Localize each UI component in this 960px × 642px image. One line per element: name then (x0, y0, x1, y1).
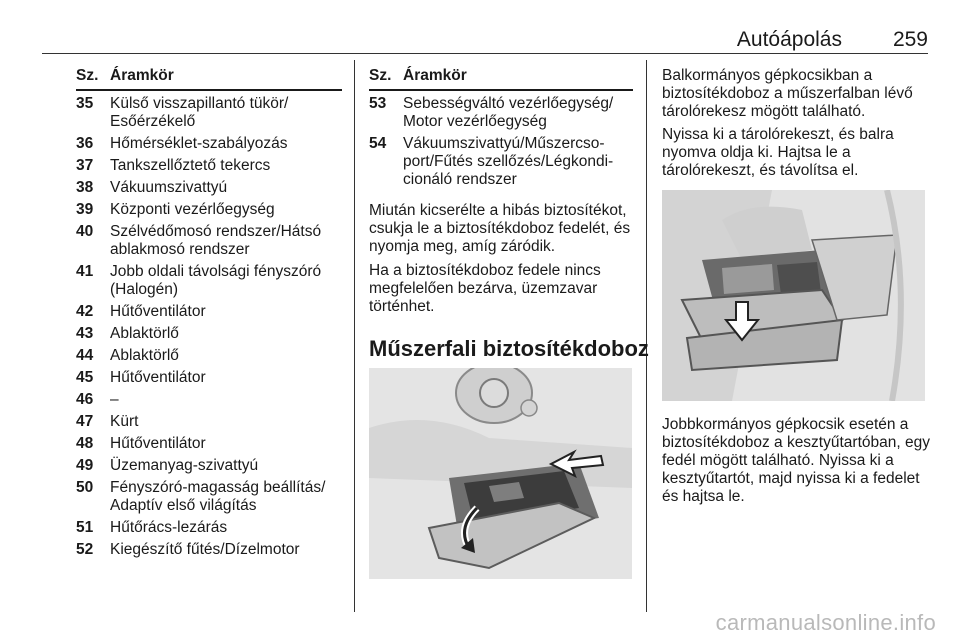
storage-compartment-figure (662, 190, 925, 401)
fuse-circuit: Hűtőrács-lezárás (110, 519, 228, 536)
table-row (76, 453, 342, 475)
storage-compartment-illustration (662, 190, 925, 401)
table-row (76, 153, 342, 175)
fuse-circuit: Hűtőventilátor (110, 303, 206, 320)
fuse-circuit: Jobb oldali távolsági fényszóró (Halogén) (110, 263, 322, 298)
section-heading: Műszerfali biztosítékdoboz (369, 336, 649, 361)
table-row (76, 175, 342, 197)
fuse-number: 54 (369, 135, 387, 152)
table-row (76, 431, 342, 453)
fuse-number: 43 (76, 325, 94, 342)
table-row (76, 131, 342, 153)
fuse-number: 45 (76, 369, 94, 386)
fuse-table-header (76, 67, 342, 91)
fuse-circuit: Ablaktörlő (110, 347, 179, 364)
table-row (76, 321, 342, 343)
paragraph-rhd-location: Jobbkormányos gépkocsik esetén a biztosítékdoboz a kesztyűtartóban, egy fedél mögött található. Nyissa ki a kesztyűtartót, majd nyissa ki a fedelet és hajtsa le. (662, 416, 930, 505)
table-row (76, 365, 342, 387)
fuse-circuit: Kiegészítő fűtés/Dízelmotor (110, 541, 300, 558)
paragraph-lhd-location: Balkormányos gépkocsikban a biztosítékdoboz a műszerfalban lévő tárolórekesz mögött található. (662, 67, 913, 120)
fuse-circuit: Ablaktörlő (110, 325, 179, 342)
table-row (76, 343, 342, 365)
fuse-number: 41 (76, 263, 94, 280)
fuse-number: 40 (76, 223, 94, 240)
glovebox-illustration (369, 368, 632, 579)
table-row (76, 91, 342, 131)
table-row (76, 299, 342, 321)
paragraph-close-lid: Miután kicserélte a hibás biztosítékot, csukja le a biztosítékdoboz fedelét, és nyomja meg, amíg záródik. (369, 202, 631, 255)
fuse-number: 35 (76, 95, 94, 112)
fuse-number: 52 (76, 541, 94, 558)
fuse-circuit: Külső visszapillantó tükör/ Esőérzékelő (110, 95, 289, 130)
fuse-circuit: Hőmérséklet-szabályozás (110, 135, 288, 152)
table-row (76, 537, 342, 559)
fuse-number: 39 (76, 201, 94, 218)
fuse-number: 50 (76, 479, 94, 496)
header-number: Sz. (369, 67, 392, 84)
table-row (369, 131, 633, 189)
fuse-number: 36 (76, 135, 94, 152)
table-row (369, 91, 633, 131)
fuse-circuit: Központi vezérlőegység (110, 201, 275, 218)
table-row (76, 387, 342, 409)
fuse-circuit: Fényszóró-magasság beállítás/ Adaptív első világítás (110, 479, 326, 514)
glovebox-fusebox-figure (369, 368, 632, 579)
page-number: 259 (892, 28, 928, 51)
fuse-number: 47 (76, 413, 94, 430)
fuse-circuit: Hűtőventilátor (110, 435, 206, 452)
fuse-circuit: Kürt (110, 413, 139, 430)
table-row (76, 515, 342, 537)
fuse-number: 42 (76, 303, 94, 320)
column-divider-1 (354, 60, 355, 612)
fuse-number: 49 (76, 457, 94, 474)
paragraph-open-compartment: Nyissa ki a tárolórekeszt, és balra nyomva oldja ki. Hajtsa le a tárolórekeszt, és távolítsa el. (662, 126, 894, 179)
section-title: Autóápolás (736, 28, 842, 51)
fuse-circuit: Tankszellőztető tekercs (110, 157, 271, 174)
fuse-table-header (369, 67, 633, 91)
fuse-number: 44 (76, 347, 94, 364)
table-row (76, 475, 342, 515)
fuse-circuit: Vákuumszivattyú/Műszercso-port/Fűtés szellőzés/Légkondi-cionáló rendszer (403, 135, 614, 188)
watermark: carmanualsonline.info (715, 610, 936, 635)
table-row (76, 409, 342, 431)
fuse-circuit: Vákuumszivattyú (110, 179, 228, 196)
fuse-number: 37 (76, 157, 94, 174)
fuse-number: 48 (76, 435, 94, 452)
header-number: Sz. (76, 67, 99, 84)
fuse-circuit: – (110, 391, 119, 408)
fuse-number: 53 (369, 95, 387, 112)
header-divider (42, 53, 928, 54)
header-circuit: Áramkör (110, 67, 174, 84)
fuse-circuit: Szélvédőmosó rendszer/Hátsó ablakmosó rendszer (110, 223, 322, 258)
fuse-number: 46 (76, 391, 94, 408)
table-row (76, 197, 342, 219)
fuse-table-left (76, 67, 342, 559)
table-row (76, 259, 342, 299)
fuse-circuit: Hűtőventilátor (110, 369, 206, 386)
fuse-table-mid (369, 67, 633, 189)
fuse-number: 51 (76, 519, 94, 536)
table-row (76, 219, 342, 259)
paragraph-warning: Ha a biztosítékdoboz fedele nincs megfelelően bezárva, üzemzavar történhet. (369, 262, 601, 315)
header-circuit: Áramkör (403, 67, 467, 84)
fuse-circuit: Sebességváltó vezérlőegység/ Motor vezérlőegység (403, 95, 614, 130)
fuse-circuit: Üzemanyag-szivattyú (110, 457, 259, 474)
fuse-number: 38 (76, 179, 94, 196)
